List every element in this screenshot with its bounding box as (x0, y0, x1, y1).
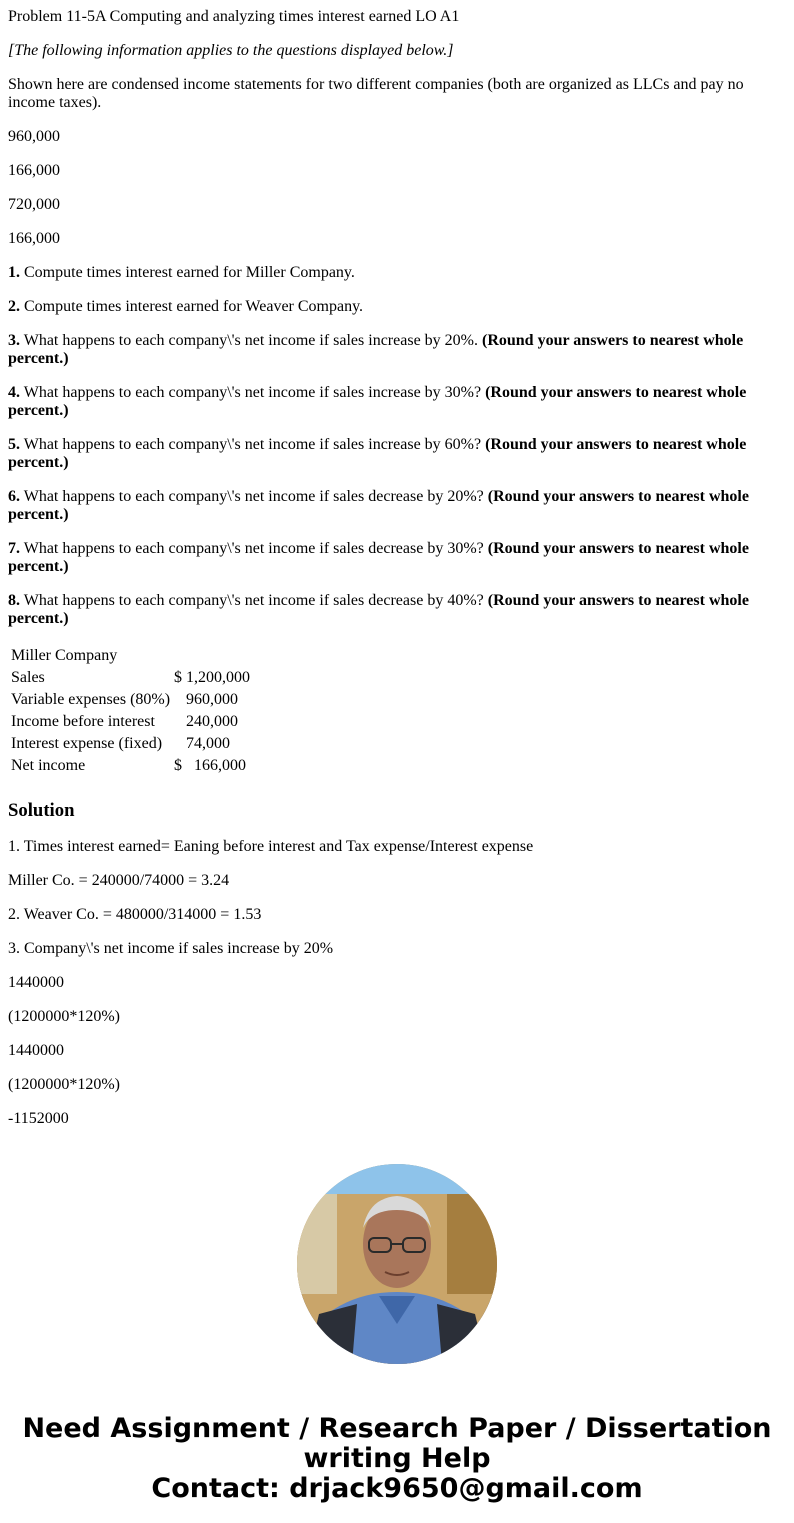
question-text: Compute times interest earned for Weaver Company. (20, 298, 364, 315)
row-label: Sales (11, 669, 45, 686)
table-row (10, 646, 251, 666)
solution-line: 1440000 (8, 974, 64, 991)
rounding-note: (Round your answers to nearest whole percent.) (8, 540, 749, 575)
solution-line: 2. Weaver Co. = 480000/314000 = 1.53 (8, 906, 262, 923)
row-value: 1,200,000 (186, 669, 251, 686)
question-4 (8, 384, 786, 420)
question-2 (8, 298, 786, 316)
row-label: Variable expenses (80%) (11, 691, 171, 708)
rounding-note: (Round your answers to nearest whole percent.) (8, 436, 747, 471)
rounding-note: (Round your answers to nearest whole percent.) (8, 488, 749, 523)
solution-line: -1152000 (8, 1110, 69, 1127)
solution-line: 3. Company\'s net income if sales increase by 20% (8, 940, 334, 957)
question-6 (8, 488, 786, 524)
question-number: 6. (8, 488, 20, 505)
question-8 (8, 592, 786, 628)
row-label: Interest expense (fixed) (11, 735, 163, 752)
row-value: 960,000 (186, 691, 239, 708)
description: Shown here are condensed income statements for two different companies (both are organized as LLCs and pay no income taxes). (8, 76, 744, 111)
rounding-note: (Round your answers to nearest whole percent.) (8, 592, 749, 627)
problem-title: Problem 11-5A Computing and analyzing times interest earned LO A1 (8, 8, 460, 25)
question-number: 7. (8, 540, 20, 557)
row-label: Net income (11, 757, 86, 774)
row-label: Income before interest (11, 713, 155, 730)
solution-line: 1. Times interest earned= Eaning before interest and Tax expense/Interest expense (8, 838, 534, 855)
question-text: What happens to each company\'s net income if sales decrease by 20%? (20, 488, 488, 505)
promo-banner (0, 1414, 794, 1504)
tutor-avatar (297, 1164, 497, 1364)
question-5 (8, 436, 786, 472)
solution-line: 1440000 (8, 1042, 64, 1059)
currency-sign: $ (174, 669, 183, 686)
promo-line: writing Help (303, 1443, 491, 1474)
question-7 (8, 540, 786, 576)
question-text: What happens to each company\'s net income if sales decrease by 40%? (20, 592, 488, 609)
row-value: 166,000 (186, 757, 247, 774)
question-3 (8, 332, 786, 368)
income-statement-table (8, 644, 253, 778)
table-row (10, 690, 251, 710)
table-row (10, 712, 251, 732)
currency-sign: $ (174, 757, 183, 774)
row-value: 74,000 (186, 735, 231, 752)
loose-value: 166,000 (8, 162, 60, 179)
question-text: What happens to each company\'s net income if sales increase by 60%? (20, 436, 486, 453)
row-value: 240,000 (186, 713, 239, 730)
question-text: What happens to each company\'s net income if sales decrease by 30%? (20, 540, 488, 557)
solution-line: Miller Co. = 240000/74000 = 3.24 (8, 872, 230, 889)
solution-line: (1200000*120%) (8, 1008, 120, 1025)
question-number: 5. (8, 436, 20, 453)
solution-heading: Solution (8, 800, 75, 821)
question-number: 3. (8, 332, 20, 349)
question-number: 8. (8, 592, 20, 609)
currency-sign (173, 734, 183, 754)
table-row (10, 756, 251, 776)
avatar-container (0, 1164, 794, 1364)
intro-note: [The following information applies to the questions displayed below.] (8, 42, 454, 59)
loose-value: 720,000 (8, 196, 60, 213)
loose-value: 960,000 (8, 128, 60, 145)
loose-value: 166,000 (8, 230, 60, 247)
solution-line: (1200000*120%) (8, 1076, 120, 1093)
question-text: Compute times interest earned for Miller Company. (20, 264, 355, 281)
question-number: 2. (8, 298, 20, 315)
rounding-note: (Round your answers to nearest whole percent.) (8, 332, 744, 367)
company-name: Miller Company (11, 647, 118, 664)
rounding-note: (Round your answers to nearest whole percent.) (8, 384, 747, 419)
question-1 (8, 264, 786, 282)
currency-sign (173, 712, 183, 732)
table-row (10, 668, 251, 688)
table-row (10, 734, 251, 754)
question-text: What happens to each company\'s net income if sales increase by 30%? (20, 384, 486, 401)
question-number: 4. (8, 384, 20, 401)
question-text: What happens to each company\'s net income if sales increase by 20%. (20, 332, 482, 349)
promo-line: Need Assignment / Research Paper / Dissertation (22, 1413, 772, 1444)
question-number: 1. (8, 264, 20, 281)
avatar-illustration (297, 1164, 497, 1364)
currency-sign (173, 690, 183, 710)
promo-contact: Contact: drjack9650@gmail.com (151, 1473, 643, 1504)
